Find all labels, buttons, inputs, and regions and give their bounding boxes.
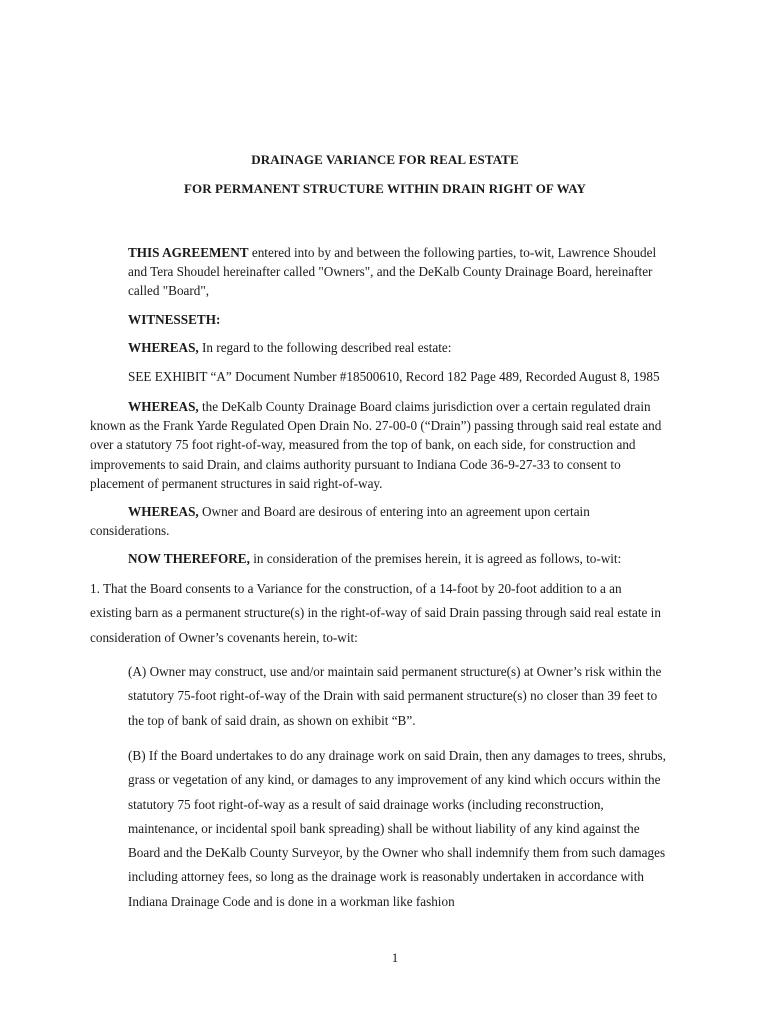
clause-a: (A) Owner may construct, use and/or maintain said permanent structure(s) at Owner’s risk within the statutory 75-foot right-of-way of the Drain with said permanent structure(s) no closer than 39 feet to the top of bank of said drain, as shown on exhibit “B”. — [128, 664, 662, 728]
whereas-jurisdiction-paragraph: WHEREAS, the DeKalb County Drainage Board claims jurisdiction over a certain regulated drain known as the Frank Yarde Regulated Open Drain No. 27-00-0 (“Drain”) passing through said real estate and over a statutory 75 foot right-of-way, measured from the top of bank, on each side, for construction and improvements to said Drain, and claims authority pursuant to Indiana Code 36-9-27-33 to consent to placement of permanent structures in said right-of-way. — [90, 399, 662, 491]
clause-b: (B) If the Board undertakes to do any drainage work on said Drain, then any damages to trees, shrubs, grass or vegetation of any kind, or damages to any improvement of any kind which occurs within the statutory 75 foot right-of-way as a result of said drainage works (including reconstruction, maintenance, or incidental spoil bank spreading) shall be without liability of any kind against the Board and the DeKalb County Surveyor, by the Owner who shall indemnify them from such damages including attorney fees, so long as the drainage work is reasonably undertaken in accordance with Indiana Drainage Code and is done in a workman like fashion — [128, 748, 666, 909]
witnesseth-heading: WITNESSETH: — [128, 312, 221, 327]
whereas-agreement-paragraph: WHEREAS, Owner and Board are desirous of entering into an agreement upon certain considerations. — [90, 504, 590, 539]
clause-1: 1. That the Board consents to a Variance for the construction, of a 14-foot by 20-foot addition to a an existing barn as a permanent structure(s) in the right-of-way of said Drain passing through said real estate in consideration of Owner’s covenants herein, to-wit: — [90, 581, 661, 645]
now-therefore-paragraph: NOW THEREFORE, in consideration of the premises herein, it is agreed as follows, to-wit: — [128, 551, 622, 566]
whereas-real-estate: WHEREAS, In regard to the following described real estate: — [128, 340, 452, 355]
document-subtitle: FOR PERMANENT STRUCTURE WITHIN DRAIN RIGHT OF WAY — [183, 181, 587, 196]
document-title: DRAINAGE VARIANCE FOR REAL ESTATE — [251, 152, 519, 167]
agreement-lead: THIS AGREEMENT — [128, 245, 249, 260]
exhibit-reference: SEE EXHIBIT “A” Document Number #18500610, Record 182 Page 489, Recorded August 8, 1985 — [128, 369, 660, 384]
page-number: 1 — [391, 950, 399, 965]
agreement-paragraph: THIS AGREEMENT entered into by and between the following parties, to-wit, Lawrence Shoudel and Tera Shoudel hereinafter called "Owners", and the DeKalb County Drainage Board, hereinafter called "Board", — [128, 245, 657, 299]
